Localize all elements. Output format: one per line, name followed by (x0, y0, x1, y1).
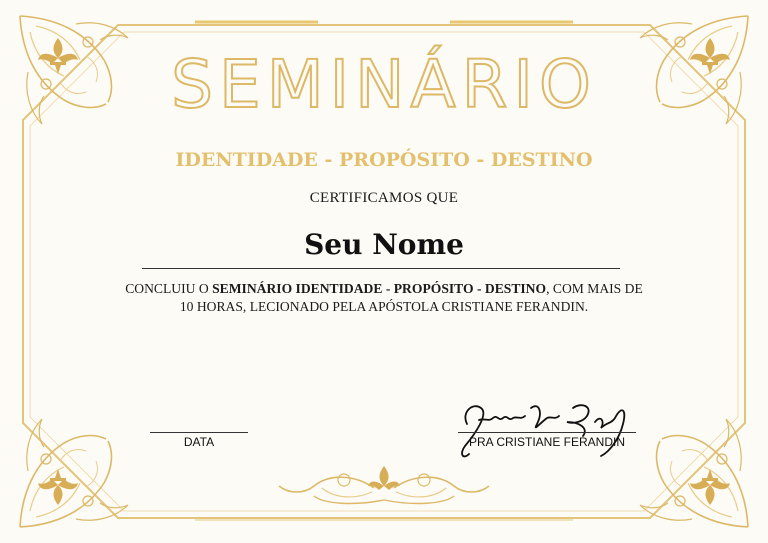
body-text-bold: SEMINÁRIO IDENTIDADE - PROPÓSITO - DESTINO (212, 281, 547, 296)
body-text-part2: , COM MAIS DE 10 HORAS, LECIONADO PELA APÓSTOLA CRISTIANE FERANDIN. (179, 281, 643, 314)
recipient-name[interactable]: Seu Nome (304, 228, 464, 261)
certify-intro: CERTIFICAMOS QUE (309, 190, 459, 206)
certificate-subtitle: IDENTIDADE - PROPÓSITO - DESTINO (175, 149, 593, 171)
body-text-part1: CONCLUIU O (125, 281, 213, 296)
date-label: DATA (183, 435, 215, 449)
date-line (150, 432, 248, 433)
certificate-body (118, 280, 650, 316)
signature-line (458, 432, 636, 433)
signer-label: PRA CRISTIANE FERANDIN (468, 435, 626, 449)
certificate-title: SEMINÁRIO (171, 46, 597, 123)
bottom-flourish (279, 466, 489, 503)
signature-image (455, 394, 645, 464)
name-underline (142, 268, 620, 269)
